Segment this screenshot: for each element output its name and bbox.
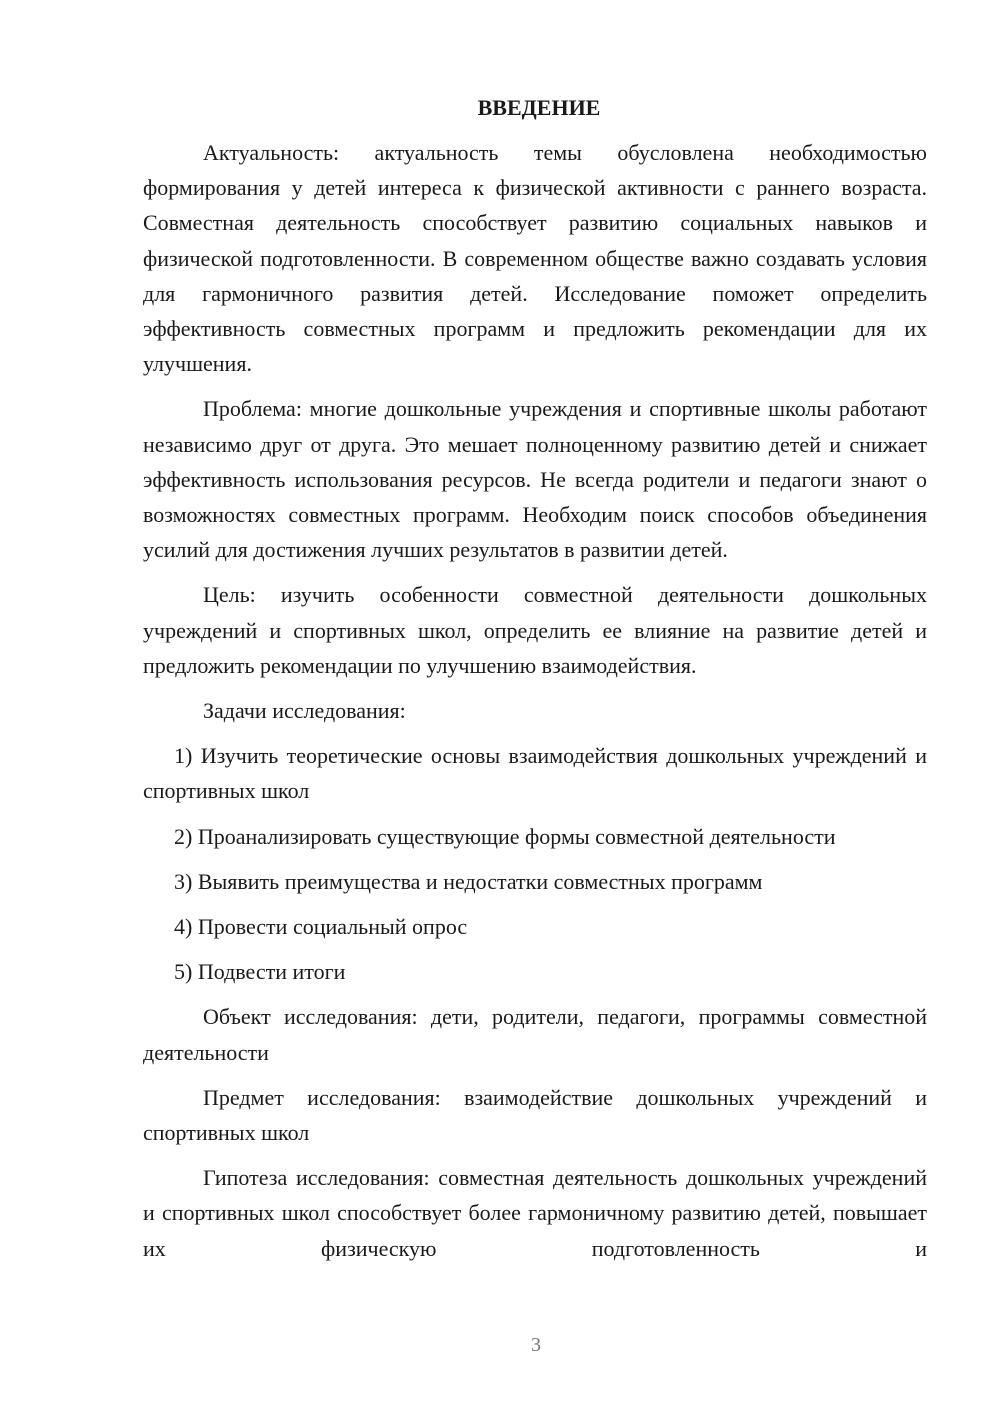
paragraph-problem: Проблема: многие дошкольные учреждения и спортивные школы работают независимо друг от друга. Это мешает полноценному развитию детей и снижает эффективность использования ресурсов. Не всегда родители и педагоги знают о возможностях совместных программ. Необходим поиск способов объединения усилий для достижения лучших результатов в развитии детей. (143, 396, 927, 563)
paragraph-tasks-heading: Задачи исследования: (203, 698, 406, 724)
page-number: 3 (531, 1334, 541, 1356)
list-item-task-4: 4) Провести социальный опрос (174, 914, 468, 940)
paragraph-relevance: Актуальность: актуальность темы обусловлена необходимостью формирования у детей интереса к физической активности с раннего возраста. Совместная деятельность способствует развитию социальных навыков и физической подготовленности. В современном обществе важно создавать условия для гармоничного развития детей. Исследование поможет определить эффективность совместных программ и предложить рекомендации для их улучшения. (143, 140, 927, 377)
paragraph-subject: Предмет исследования: взаимодействие дошкольных учреждений и спортивных школ (143, 1084, 927, 1146)
section-title: ВВЕДЕНИЕ (477, 95, 601, 120)
list-item-task-5: 5) Подвести итоги (174, 959, 346, 985)
paragraph-goal: Цель: изучить особенности совместной деятельности дошкольных учреждений и спортивных школ, определить ее влияние на развитие детей и предложить рекомендации по улучшению взаимодействия. (143, 582, 927, 678)
paragraph-hypothesis: Гипотеза исследования: совместная деятельность дошкольных учреждений и спортивных школ способствует более гармоничному развитию детей, повышает их физическую подготовленность и (143, 1165, 927, 1261)
document-page (143, 90, 927, 1276)
paragraph-object: Объект исследования: дети, родители, педагоги, программы совместной деятельности (143, 1004, 927, 1065)
list-item-task-3: 3) Выявить преимущества и недостатки совместных программ (174, 868, 763, 894)
list-item-task-1: 1) Изучить теоретические основы взаимодействия дошкольных учреждений и спортивных школ (143, 743, 927, 804)
list-item-task-2: 2) Проанализировать существующие формы совместной деятельности (174, 823, 836, 849)
